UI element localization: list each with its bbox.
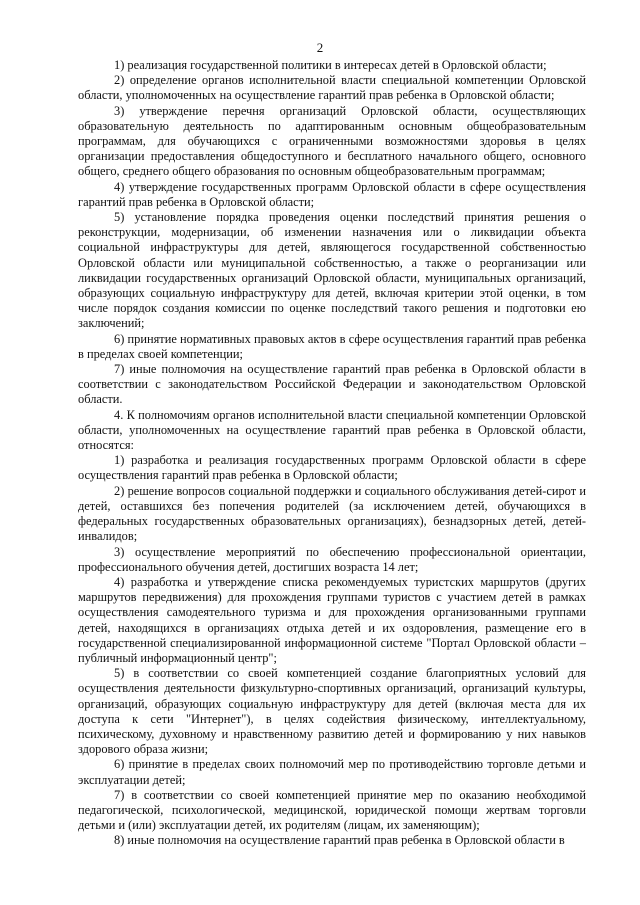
paragraph-1-4: 4) утверждение государственных программ Орловской области в сфере осуществления гарантий прав ребенка в Орловской области; — [78, 179, 586, 209]
paragraph-4-8: 8) иные полномочия на осуществление гарантий прав ребенка в Орловской области в — [114, 833, 565, 848]
paragraph-1-3: 3) утверждение перечня организаций Орловской области, осуществляющих образовательную деятельность по адаптированным основным общеобразовательным программам, для обучающихся с ограниченными возможностями здоровья в целях организации предоставления общедоступного и бесплатного начального общего, основного общего, среднего общего образования по основным общеобразовательным программам; — [78, 103, 586, 179]
paragraph-4-1: 1) разработка и реализация государственных программ Орловской области в сфере осуществления гарантий прав ребенка в Орловской области; — [78, 453, 586, 483]
page-number: 2 — [316, 40, 324, 55]
paragraph-1-6: 6) принятие нормативных правовых актов в сфере осуществления гарантий прав ребенка в пределах своей компетенции; — [78, 331, 586, 361]
paragraph-4-4: 4) разработка и утверждение списка рекомендуемых туристских маршрутов (других маршрутов передвижения) для прохождения группами туристов с участием детей в рамках осуществления самодеятельного туризма и для прохождения организованными группами детей, находящихся в организациях отдыха детей и их оздоровления, размещение его в государственной специализированной информационной системе "Портал Орловской области – публичный информационный центр"; — [78, 574, 586, 665]
paragraph-1-7: 7) иные полномочия на осуществление гарантий прав ребенка в Орловской области в соответствии с законодательством Российской Федерации и законодательством Орловской области. — [78, 362, 586, 407]
document-body — [78, 58, 586, 849]
paragraph-1-2: 2) определение органов исполнительной власти специальной компетенции Орловской области, уполномоченных на осуществление гарантий прав ребенка в Орловской области; — [78, 73, 586, 103]
section-4-heading: 4. К полномочиям органов исполнительной власти специальной компетенции Орловской области, уполномоченных на осуществление гарантий прав ребенка в Орловской области, относятся: — [78, 407, 586, 453]
paragraph-4-2: 2) решение вопросов социальной поддержки и социального обслуживания детей-сирот и детей, оставшихся без попечения родителей (за исключением детей, обучающихся в федеральных государственных образовательных организациях), безнадзорных детей, детей-инвалидов; — [78, 483, 586, 544]
paragraph-1-5: 5) установление порядка проведения оценки последствий принятия решения о реконструкции, модернизации, об изменении назначения или о ликвидации объекта социальной инфраструктуры для детей, являющегося государственной собственностью Орловской области или муниципальной собственностью, а также о реорганизации или ликвидации государственных организаций Орловской области, муниципальных организаций, образующих социальную инфраструктуру для детей, включая критерии этой оценки, в том числе порядок создания комиссии по оценке последствий такого решения и подготовки ею заключений; — [78, 210, 586, 331]
paragraph-4-3: 3) осуществление мероприятий по обеспечению профессиональной ориентации, профессионального обучения детей, достигших возраста 14 лет; — [78, 544, 586, 574]
paragraph-4-7: 7) в соответствии со своей компетенцией принятие мер по оказанию необходимой педагогической, психологической, медицинской, юридической помощи жертвам торговли детьми и (или) эксплуатации детей, их родителям (лицам, их заменяющим); — [78, 787, 586, 833]
paragraph-4-5: 5) в соответствии со своей компетенцией создание благоприятных условий для осуществления деятельности физкультурно-спортивных организаций, организаций культуры, организаций, образующих социальную инфраструктуру для детей (включая места для их доступа к сети "Интернет"), в целях содействия физическому, интеллектуальному, психическому, духовному и нравственному развитию детей и формированию у них навыков здорового образа жизни; — [78, 666, 586, 757]
paragraph-1-1: 1) реализация государственной политики в интересах детей в Орловской области; — [114, 58, 547, 72]
paragraph-4-6: 6) принятие в пределах своих полномочий мер по противодействию торговле детьми и эксплуатации детей; — [78, 757, 586, 787]
